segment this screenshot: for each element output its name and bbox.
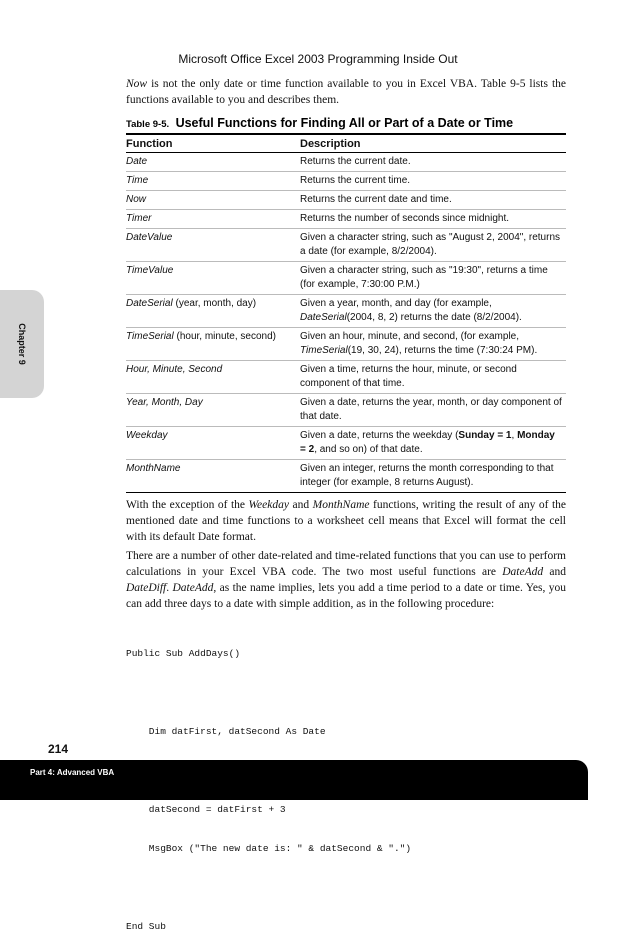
desc-text: Given an hour, minute, and second, (for example, xyxy=(300,331,520,342)
intro-text: is not the only date or time function available to you in Excel VBA. Table 9-5 lists the functions available to you and describes them. xyxy=(126,78,566,106)
desc-text: (19, 30, 24), returns the time (7:30:24 PM). xyxy=(347,345,538,356)
para-text: There are a number of other date-related and time-related functions that you can use to perform calculations in your Excel VBA code. The two most useful functions are xyxy=(126,550,566,578)
desc-text: Given a date, returns the weekday ( xyxy=(300,430,459,441)
para-italic: DateDiff xyxy=(126,582,167,594)
function-cell xyxy=(126,363,300,391)
para-italic: Weekday xyxy=(248,499,289,511)
intro-now: Now xyxy=(126,78,148,90)
function-cell xyxy=(126,330,300,358)
para-text: . xyxy=(166,582,173,594)
function-cell xyxy=(126,429,300,457)
code-line: MsgBox ("The new date is: " & datSecond & ".") xyxy=(126,843,412,854)
desc-text: , and so on) of that date. xyxy=(314,444,423,455)
desc-italic: DateSerial xyxy=(300,312,347,323)
desc-text: (2004, 8, 2) returns the date (8/2/2004). xyxy=(346,312,522,323)
table-row xyxy=(126,460,566,492)
description-cell: Returns the current date and time. xyxy=(300,194,452,205)
function-name: Now xyxy=(126,194,147,205)
function-cell xyxy=(126,174,300,188)
description-cell: Given a date, returns the year, month, or day component of that date. xyxy=(300,397,562,422)
table-row xyxy=(126,229,566,262)
table-row xyxy=(126,295,566,328)
desc-text: , xyxy=(511,430,518,441)
function-cell xyxy=(126,193,300,207)
functions-table xyxy=(126,133,566,493)
description-cell: Returns the number of seconds since midnight. xyxy=(300,213,509,224)
para-italic: DateAdd xyxy=(502,566,544,578)
dateadd-paragraph xyxy=(126,548,566,612)
running-head: Microsoft Office Excel 2003 Programming Inside Out xyxy=(178,52,458,66)
code-blank-line xyxy=(126,881,411,894)
header-function: Function xyxy=(126,138,173,150)
function-name: MonthName xyxy=(126,463,181,474)
function-cell xyxy=(126,396,300,424)
description-cell: Given a character string, such as "August 2, 2004", returns a date (for example, 8/2/2004). xyxy=(300,232,561,257)
function-name: DateSerial xyxy=(126,298,173,309)
function-name: TimeSerial xyxy=(126,331,174,342)
table-row xyxy=(126,394,566,427)
function-cell xyxy=(126,231,300,259)
table-row xyxy=(126,427,566,460)
function-cell xyxy=(126,264,300,292)
function-cell xyxy=(126,297,300,325)
para-text: With the exception of the xyxy=(126,499,249,511)
weekday-paragraph xyxy=(126,497,566,545)
footer-part-label: Part 4: Advanced VBA xyxy=(30,768,115,777)
para-text: and xyxy=(288,499,313,511)
table-number: Table 9-5. xyxy=(126,119,170,130)
description-cell xyxy=(300,297,562,325)
code-line: Public Sub AddDays() xyxy=(126,648,241,659)
table-row xyxy=(126,153,566,172)
table-row xyxy=(126,328,566,361)
footer-bar xyxy=(0,760,588,800)
function-cell xyxy=(126,212,300,226)
table-row xyxy=(126,361,566,394)
para-italic: DateAdd xyxy=(172,582,214,594)
table-row xyxy=(126,210,566,229)
description-cell: Given a time, returns the hour, minute, or second component of that time. xyxy=(300,364,517,389)
description-cell xyxy=(300,330,562,358)
function-args: (year, month, day) xyxy=(175,298,257,309)
function-args: (hour, minute, second) xyxy=(176,331,276,342)
code-line: End Sub xyxy=(126,921,166,932)
chapter-tab xyxy=(0,290,44,398)
desc-text: Given a year, month, and day (for example, xyxy=(300,298,492,309)
description-cell: Given an integer, returns the month corresponding to that integer (for example, 8 returns August). xyxy=(300,463,554,488)
function-name: Time xyxy=(126,175,149,186)
para-text: and xyxy=(543,566,566,578)
desc-bold: Sunday = 1 xyxy=(458,430,512,441)
table-row xyxy=(126,172,566,191)
description-cell: Returns the current time. xyxy=(300,175,411,186)
table-caption xyxy=(126,114,566,132)
function-name: Year, Month, Day xyxy=(126,397,203,408)
desc-italic: TimeSerial xyxy=(300,345,348,356)
function-name: Timer xyxy=(126,213,152,224)
table-title: Useful Functions for Finding All or Part of a Date or Time xyxy=(175,116,514,130)
description-cell xyxy=(300,429,562,457)
function-name: DateValue xyxy=(126,232,173,243)
function-name: TimeValue xyxy=(126,265,174,276)
para-italic: MonthName xyxy=(312,499,370,511)
table-row xyxy=(126,191,566,210)
code-line: Dim datFirst, datSecond As Date xyxy=(126,726,326,737)
function-name: Hour, Minute, Second xyxy=(126,364,223,375)
page-number: 214 xyxy=(48,742,69,756)
code-blank-line xyxy=(126,686,411,699)
table-header xyxy=(126,135,566,153)
intro-paragraph xyxy=(126,76,566,108)
para-text: functions, writing the result of any of the mentioned date and time functions to a worksheet cell means that Excel will format the cell with its default Date format. xyxy=(126,499,566,543)
function-name: Date xyxy=(126,156,148,167)
desc-bold: Monday = 2 xyxy=(300,430,555,455)
para-text: , as the name implies, lets you add a time period to a date or time. Yes, you can add three days to a date with simple addition, as in the following procedure: xyxy=(126,582,567,610)
code-line: datSecond = datFirst + 3 xyxy=(126,804,286,815)
header-description: Description xyxy=(300,138,361,150)
function-cell xyxy=(126,155,300,169)
function-name: Weekday xyxy=(126,430,168,441)
description-cell: Returns the current date. xyxy=(300,156,411,167)
table-row xyxy=(126,262,566,295)
function-cell xyxy=(126,462,300,490)
chapter-tab-label: Chapter 9 xyxy=(17,323,27,365)
description-cell: Given a character string, such as "19:30", returns a time (for example, 7:30:00 P.M.) xyxy=(300,265,548,290)
